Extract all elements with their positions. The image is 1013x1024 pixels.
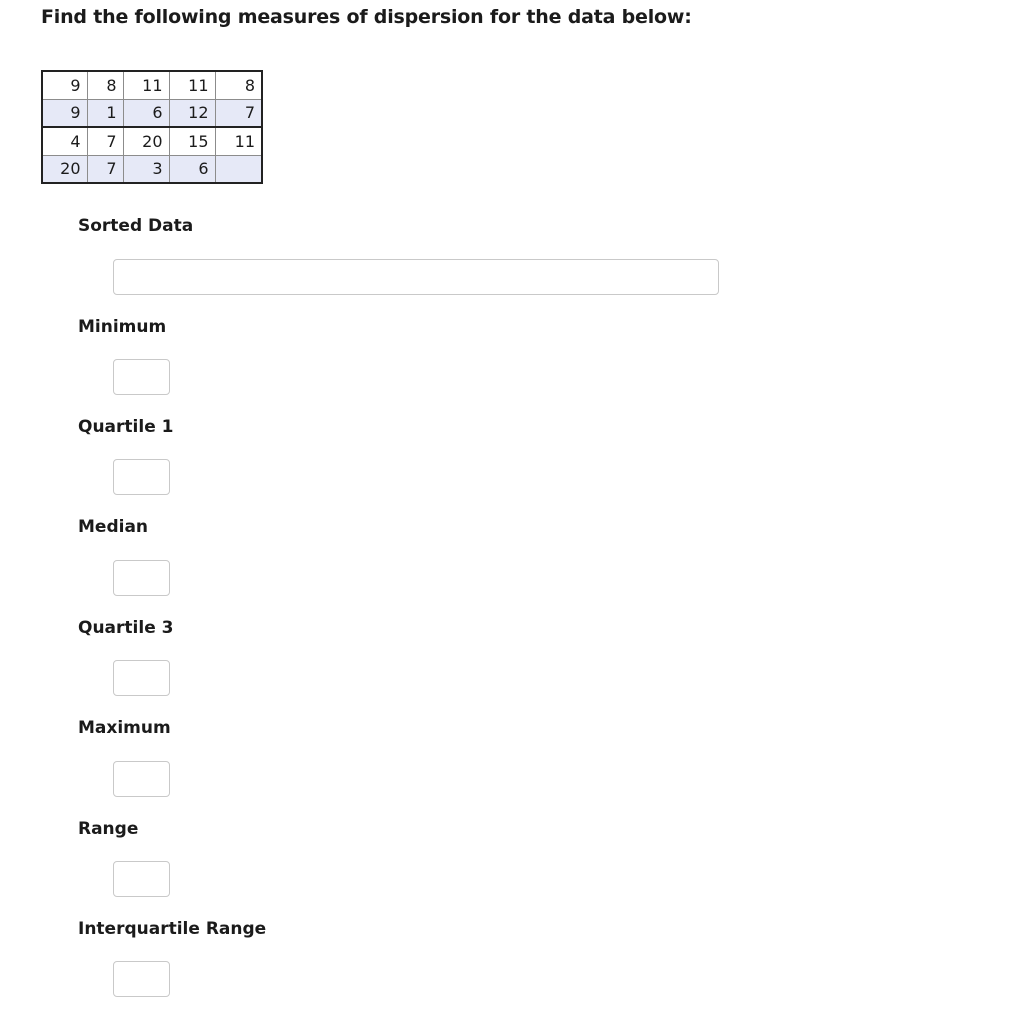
table-cell: 20	[42, 155, 87, 183]
quartile-3-label: Quartile 3	[78, 618, 174, 638]
table-row	[42, 155, 262, 183]
sorted-data-label: Sorted Data	[78, 216, 194, 236]
maximum-label: Maximum	[78, 718, 171, 738]
table-cell: 9	[42, 71, 87, 99]
range-input[interactable]	[113, 861, 170, 897]
sorted-data-input[interactable]	[113, 259, 719, 295]
table-cell: 11	[215, 127, 262, 155]
median-input[interactable]	[113, 560, 170, 596]
table-row	[42, 127, 262, 155]
table-cell: 12	[169, 99, 215, 127]
quartile-1-input[interactable]	[113, 459, 170, 495]
table-cell: 11	[169, 71, 215, 99]
table-cell: 20	[123, 127, 169, 155]
table-cell: 6	[123, 99, 169, 127]
minimum-label: Minimum	[78, 317, 167, 337]
quartile-3-input[interactable]	[113, 660, 170, 696]
table-cell: 8	[87, 71, 123, 99]
table-cell: 7	[87, 127, 123, 155]
data-table	[41, 70, 263, 184]
interquartile-range-label: Interquartile Range	[78, 919, 267, 939]
table-cell: 4	[42, 127, 87, 155]
maximum-input[interactable]	[113, 761, 170, 797]
table-cell: 7	[215, 99, 262, 127]
table-cell: 8	[215, 71, 262, 99]
median-label: Median	[78, 517, 149, 537]
quartile-1-label: Quartile 1	[78, 417, 174, 437]
table-cell: 6	[169, 155, 215, 183]
table-cell	[215, 155, 262, 183]
table-cell: 7	[87, 155, 123, 183]
page-title: Find the following measures of dispersion for the data below:	[41, 6, 692, 28]
table-cell: 15	[169, 127, 215, 155]
minimum-input[interactable]	[113, 359, 170, 395]
table-cell: 9	[42, 99, 87, 127]
table-cell: 11	[123, 71, 169, 99]
table-row	[42, 71, 262, 99]
table-row	[42, 99, 262, 127]
table-cell: 1	[87, 99, 123, 127]
range-label: Range	[78, 819, 139, 839]
table-cell: 3	[123, 155, 169, 183]
interquartile-range-input[interactable]	[113, 961, 170, 997]
